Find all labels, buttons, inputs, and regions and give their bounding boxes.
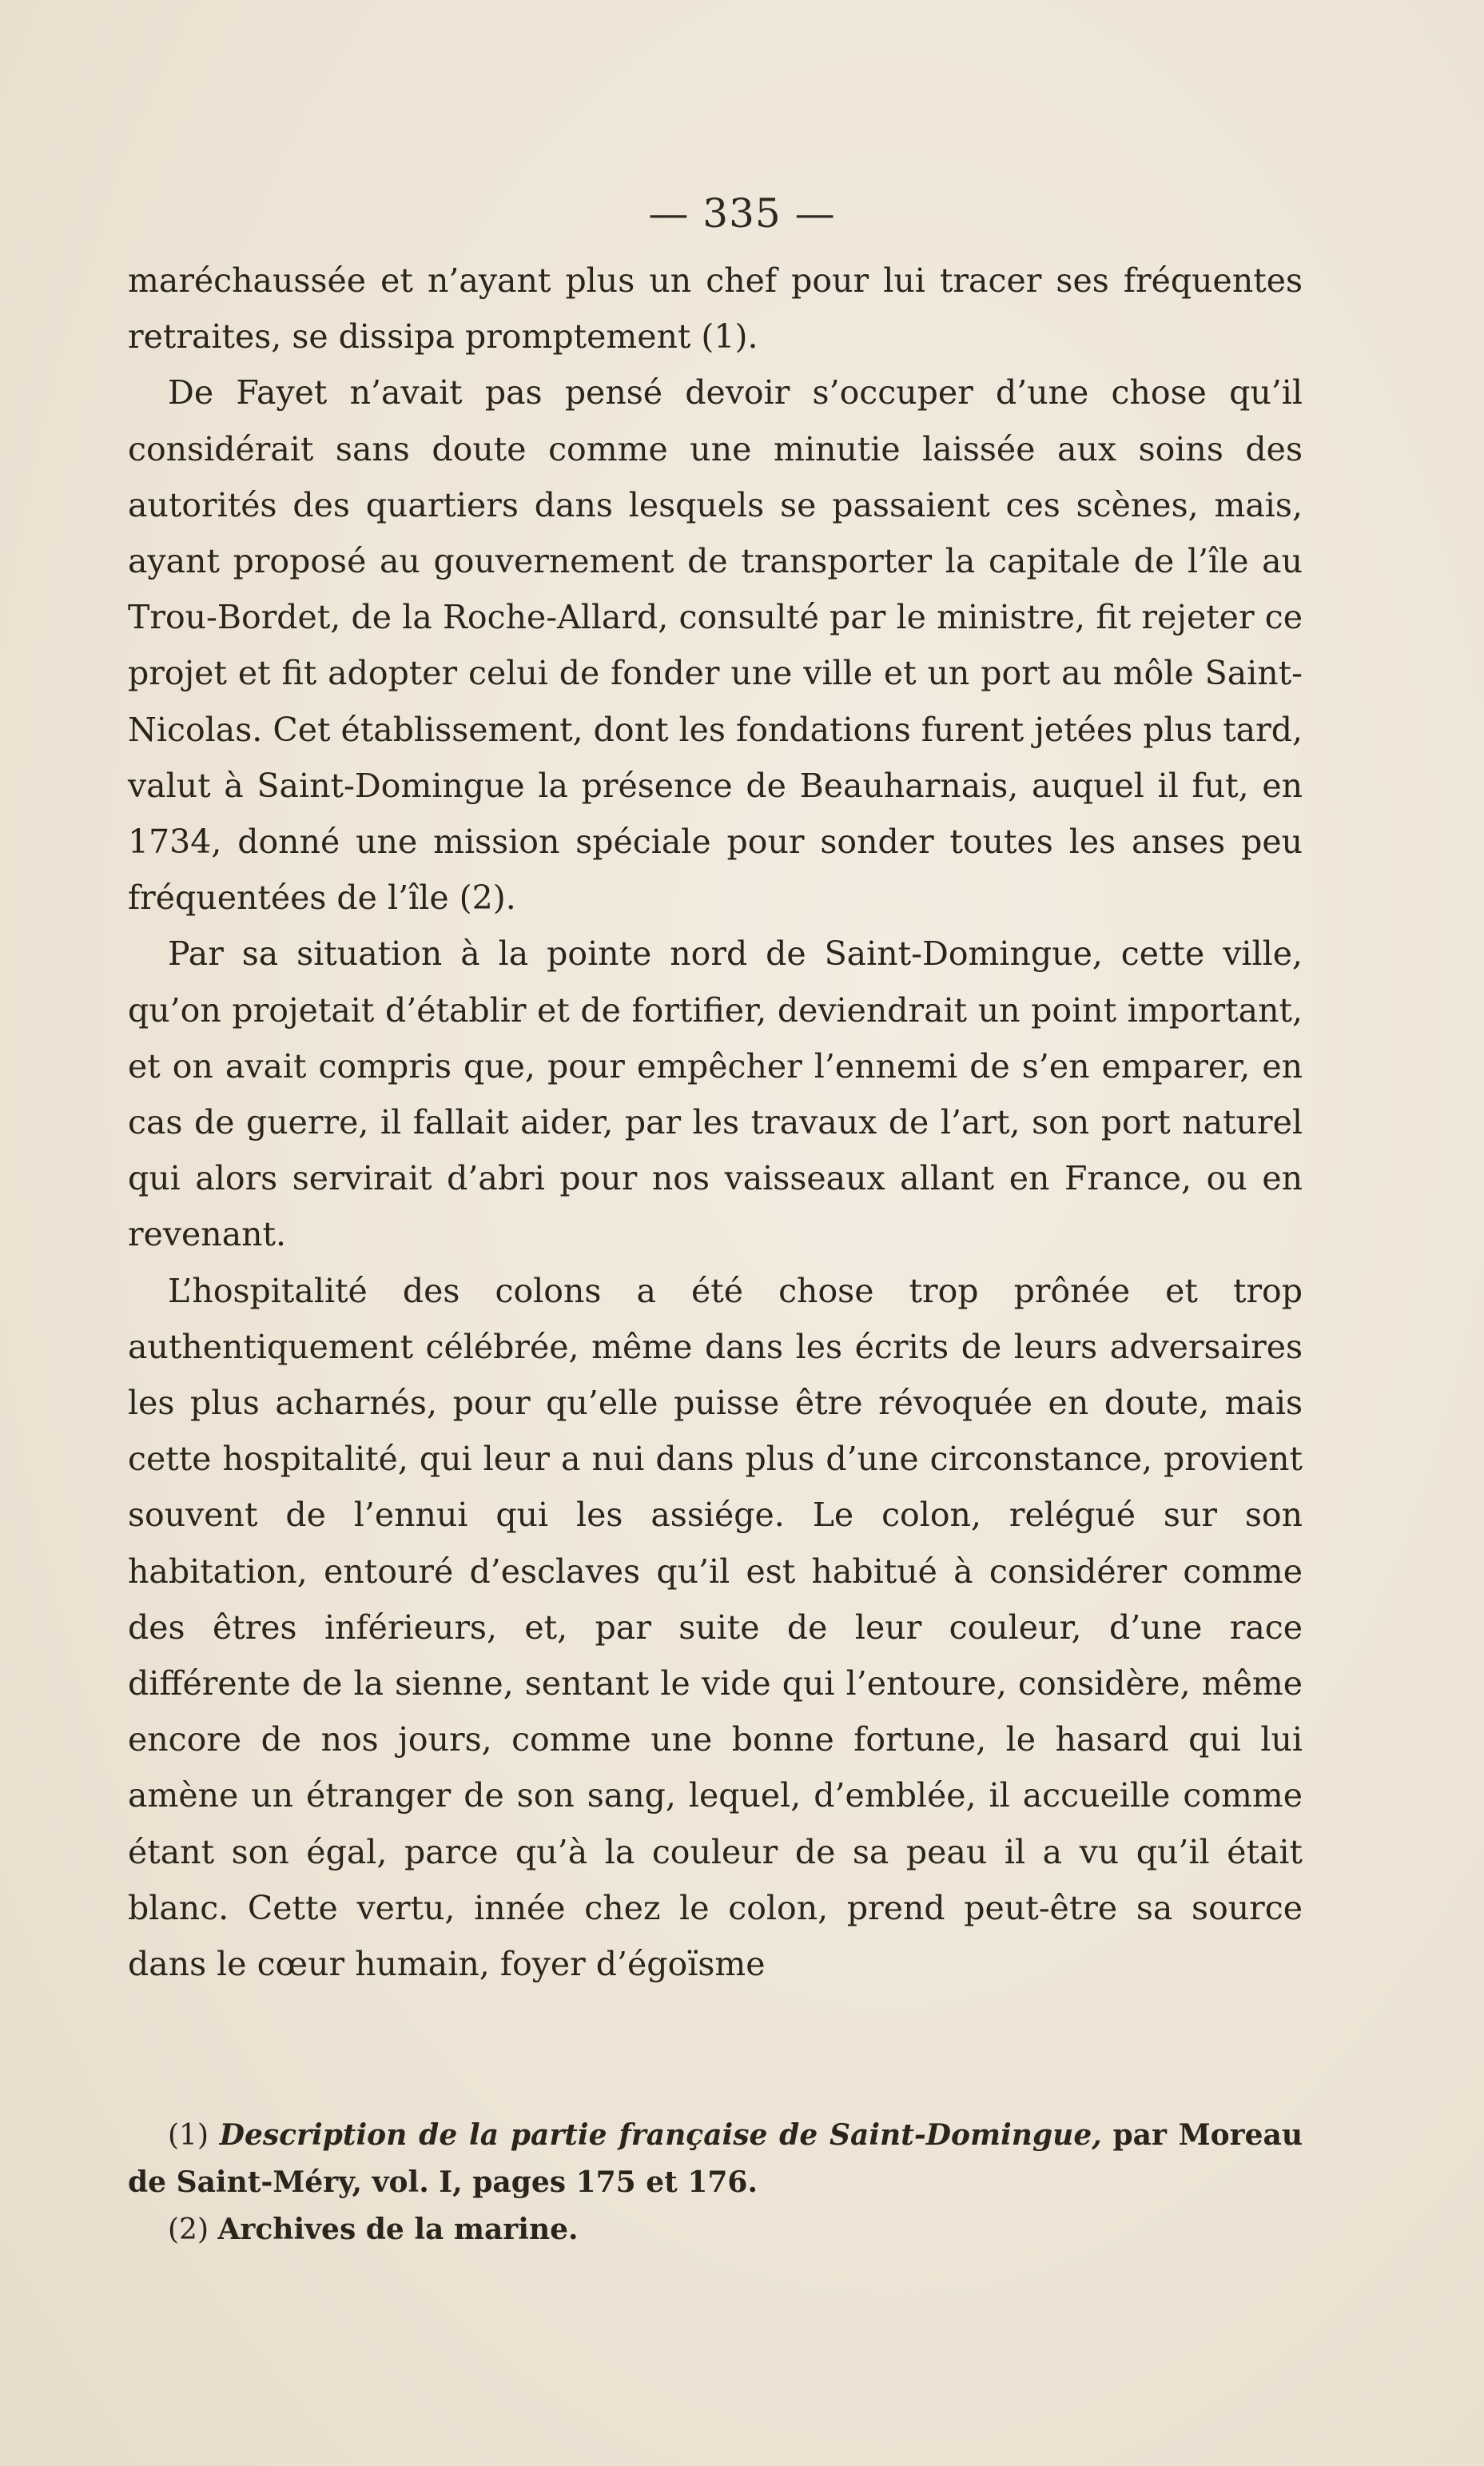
footnote-2-text: Archives de la marine. — [217, 2213, 579, 2246]
footnote-1-rest: par Moreau de Saint-Méry, vol. I, pages 175 et 176. — [128, 2118, 1303, 2199]
paragraph-1: maréchaussée et n’ayant plus un chef pour lui tracer ses fréquentes retraites, se dissipa promptement (1). — [128, 261, 1303, 357]
paragraph-2: De Fayet n’avait pas pensé devoir s’occuper d’une chose qu’il considérait sans doute comme une minutie laissée aux soins des autorités des quartiers dans lesquels se passaient ces scènes, mais, ayant proposé au gouvernement de transporter la capitale de l’île au Trou-Bordet, de la Roche-Allard, consulté par le ministre, fit rejeter ce projet et fit adopter celui de fonder une ville et un port au môle Saint-Nicolas. Cet établissement, dont les fondations furent jetées plus tard, valut à Saint-Domingue la présence de Beauharnais, auquel il fut, en 1734, donné une mission spéciale pour sonder toutes les anses peu fréquentées de l’île (2). — [128, 373, 1303, 918]
paragraph-3: Par sa situation à la pointe nord de Saint-Domingue, cette ville, qu’on projetait d’établir et de fortifier, deviendrait un point important, et on avait compris que, pour empêcher l’ennemi de s’en emparer, en cas de guerre, il fallait aider, par les travaux de l’art, son port naturel qui alors servirait d’abri pour nos vaisseaux allant en France, ou en revenant. — [128, 934, 1303, 1254]
body-text — [128, 253, 1303, 1992]
footnote-1-title: Description de la partie française de Saint-Domingue, — [219, 2118, 1102, 2152]
footnote-2-marker: (2) — [168, 2213, 209, 2246]
paragraph-4: L’hospitalité des colons a été chose trop prônée et trop authentiquement célébrée, même dans les écrits de leurs adversaires les plus acharnés, pour qu’elle puisse être révoquée en doute, mais cette hospitalité, qui leur a nui dans plus d’une circonstance, provient souvent de l’ennui qui les assiége. Le colon, relégué sur son habitation, entouré d’esclaves qu’il est habitué à considérer comme des êtres inférieurs, et, par suite de leur couleur, d’une race différente de la sienne, sentant le vide qui l’entoure, considère, même encore de nos jours, comme une bonne fortune, le hasard qui lui amène un étranger de son sang, lequel, d’emblée, il accueille comme étant son égal, parce qu’à la couleur de sa peau il a vu qu’il était blanc. Cette vertu, innée chez le colon, prend peut-être sa source dans le cœur humain, foyer d’égoïsme — [128, 1271, 1303, 1984]
footnotes — [128, 2112, 1303, 2253]
footnote-2 — [128, 2206, 1303, 2253]
page-number: — 335 — — [648, 190, 836, 237]
footnote-1-marker: (1) — [168, 2119, 209, 2152]
footnote-1 — [128, 2112, 1303, 2206]
